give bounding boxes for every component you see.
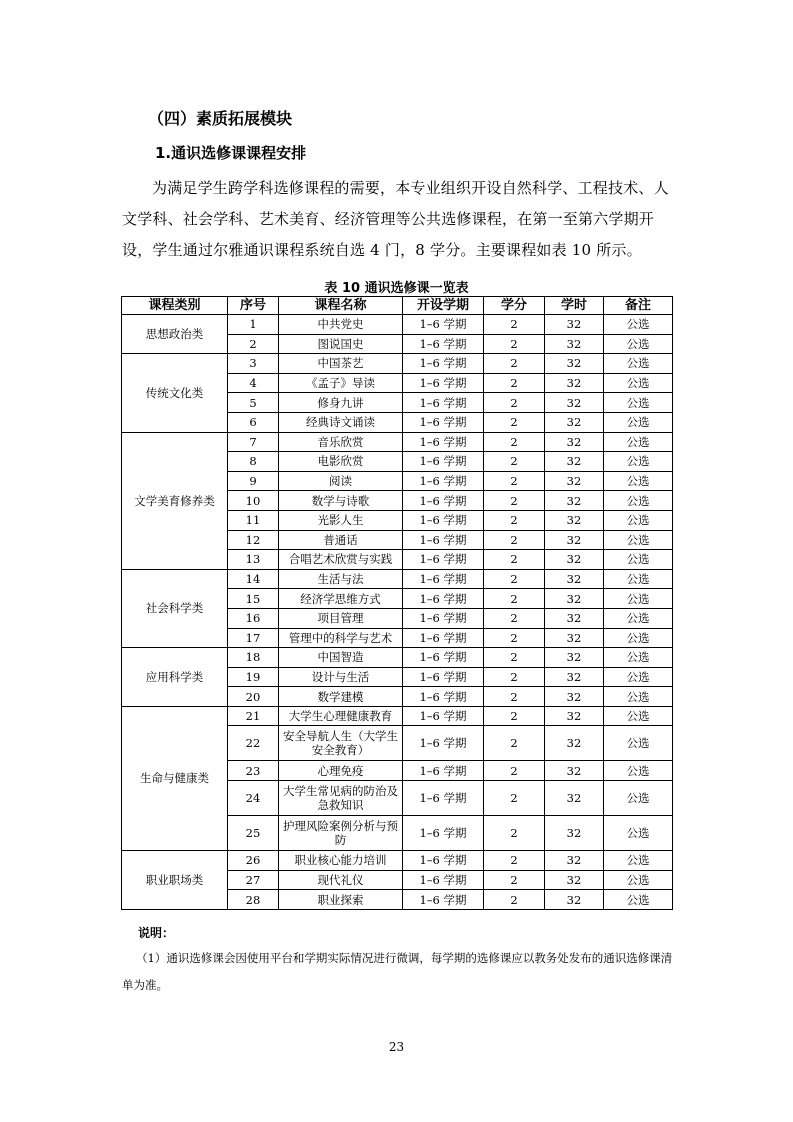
hours-cell: 32 xyxy=(545,569,604,589)
page-number: 23 xyxy=(388,1040,405,1054)
note-cell: 公选 xyxy=(604,412,673,432)
elective-course-table xyxy=(121,296,673,910)
category-cell: 生命与健康类 xyxy=(122,706,228,850)
course-name-cell: 心理免疫 xyxy=(279,761,403,781)
credit-cell: 2 xyxy=(484,761,545,781)
note-cell: 公选 xyxy=(604,761,673,781)
hours-cell: 32 xyxy=(545,550,604,570)
hours-cell: 32 xyxy=(545,334,604,354)
term-cell: 1–6 学期 xyxy=(403,648,484,668)
row-number-cell: 24 xyxy=(228,781,279,816)
term-cell: 1–6 学期 xyxy=(403,608,484,628)
header-number: 序号 xyxy=(228,297,279,315)
course-name-cell: 《孟子》导读 xyxy=(279,373,403,393)
notes-item: （1）通识选修课会因使用平台和学期实际情况进行微调，每学期的选修课应以教务处发布的通识选修课清单为准。 xyxy=(122,951,673,992)
hours-cell: 32 xyxy=(545,412,604,432)
section-heading: （四）素质拓展模块 xyxy=(148,109,293,128)
credit-cell: 2 xyxy=(484,890,545,910)
course-name-cell: 中国茶艺 xyxy=(279,354,403,374)
credit-cell: 2 xyxy=(484,530,545,550)
term-cell: 1–6 学期 xyxy=(403,412,484,432)
note-cell: 公选 xyxy=(604,890,673,910)
category-cell: 社会科学类 xyxy=(122,569,228,647)
note-cell: 公选 xyxy=(604,373,673,393)
hours-cell: 32 xyxy=(545,851,604,871)
row-number-cell: 1 xyxy=(228,315,279,335)
hours-cell: 32 xyxy=(545,471,604,491)
credit-cell: 2 xyxy=(484,471,545,491)
course-name-cell: 电影欣赏 xyxy=(279,452,403,472)
credit-cell: 2 xyxy=(484,510,545,530)
credit-cell: 2 xyxy=(484,569,545,589)
note-cell: 公选 xyxy=(604,569,673,589)
course-name-cell: 大学生常见病的防治及急救知识 xyxy=(279,781,403,816)
credit-cell: 2 xyxy=(484,687,545,707)
course-name-cell: 数学建模 xyxy=(279,687,403,707)
header-note: 备注 xyxy=(604,297,673,315)
category-cell: 思想政治类 xyxy=(122,315,228,354)
row-number-cell: 17 xyxy=(228,628,279,648)
credit-cell: 2 xyxy=(484,334,545,354)
term-cell: 1–6 学期 xyxy=(403,393,484,413)
term-cell: 1–6 学期 xyxy=(403,890,484,910)
course-name-cell: 项目管理 xyxy=(279,608,403,628)
row-number-cell: 19 xyxy=(228,667,279,687)
row-number-cell: 15 xyxy=(228,589,279,609)
course-name-cell: 光影人生 xyxy=(279,510,403,530)
hours-cell: 32 xyxy=(545,761,604,781)
term-cell: 1–6 学期 xyxy=(403,569,484,589)
term-cell: 1–6 学期 xyxy=(403,687,484,707)
row-number-cell: 27 xyxy=(228,870,279,890)
course-name-cell: 护理风险案例分析与预防 xyxy=(279,816,403,851)
table-body xyxy=(122,315,673,910)
term-cell: 1–6 学期 xyxy=(403,471,484,491)
course-name-cell: 普通话 xyxy=(279,530,403,550)
hours-cell: 32 xyxy=(545,890,604,910)
header-credit: 学分 xyxy=(484,297,545,315)
term-cell: 1–6 学期 xyxy=(403,667,484,687)
course-name-cell: 现代礼仪 xyxy=(279,870,403,890)
table-row xyxy=(122,648,673,668)
hours-cell: 32 xyxy=(545,816,604,851)
row-number-cell: 11 xyxy=(228,510,279,530)
header-hours: 学时 xyxy=(545,297,604,315)
term-cell: 1–6 学期 xyxy=(403,452,484,472)
row-number-cell: 3 xyxy=(228,354,279,374)
term-cell: 1–6 学期 xyxy=(403,851,484,871)
term-cell: 1–6 学期 xyxy=(403,628,484,648)
row-number-cell: 21 xyxy=(228,706,279,726)
term-cell: 1–6 学期 xyxy=(403,816,484,851)
course-name-cell: 修身九讲 xyxy=(279,393,403,413)
credit-cell: 2 xyxy=(484,589,545,609)
credit-cell: 2 xyxy=(484,550,545,570)
note-cell: 公选 xyxy=(604,648,673,668)
credit-cell: 2 xyxy=(484,432,545,452)
term-cell: 1–6 学期 xyxy=(403,530,484,550)
table-row xyxy=(122,706,673,726)
note-cell: 公选 xyxy=(604,726,673,761)
row-number-cell: 16 xyxy=(228,608,279,628)
credit-cell: 2 xyxy=(484,315,545,335)
term-cell: 1–6 学期 xyxy=(403,373,484,393)
table-row xyxy=(122,569,673,589)
table-row xyxy=(122,354,673,374)
course-name-cell: 职业探索 xyxy=(279,890,403,910)
course-name-cell: 经典诗文诵读 xyxy=(279,412,403,432)
course-name-cell: 管理中的科学与艺术 xyxy=(279,628,403,648)
credit-cell: 2 xyxy=(484,452,545,472)
row-number-cell: 28 xyxy=(228,890,279,910)
note-cell: 公选 xyxy=(604,334,673,354)
credit-cell: 2 xyxy=(484,393,545,413)
note-cell: 公选 xyxy=(604,870,673,890)
hours-cell: 32 xyxy=(545,452,604,472)
term-cell: 1–6 学期 xyxy=(403,761,484,781)
note-cell: 公选 xyxy=(604,706,673,726)
term-cell: 1–6 学期 xyxy=(403,432,484,452)
course-name-cell: 图说国史 xyxy=(279,334,403,354)
hours-cell: 32 xyxy=(545,315,604,335)
credit-cell: 2 xyxy=(484,816,545,851)
table-caption: 表 10 通识选修课一览表 xyxy=(324,281,469,296)
course-name-cell: 经济学思维方式 xyxy=(279,589,403,609)
table-row xyxy=(122,851,673,871)
course-name-cell: 生活与法 xyxy=(279,569,403,589)
course-name-cell: 大学生心理健康教育 xyxy=(279,706,403,726)
credit-cell: 2 xyxy=(484,628,545,648)
note-cell: 公选 xyxy=(604,432,673,452)
credit-cell: 2 xyxy=(484,354,545,374)
course-name-cell: 职业核心能力培训 xyxy=(279,851,403,871)
notes-title: 说明： xyxy=(138,926,175,940)
course-name-cell: 阅读 xyxy=(279,471,403,491)
row-number-cell: 25 xyxy=(228,816,279,851)
term-cell: 1–6 学期 xyxy=(403,870,484,890)
hours-cell: 32 xyxy=(545,687,604,707)
header-course-name: 课程名称 xyxy=(279,297,403,315)
credit-cell: 2 xyxy=(484,870,545,890)
row-number-cell: 26 xyxy=(228,851,279,871)
category-cell: 传统文化类 xyxy=(122,354,228,432)
note-cell: 公选 xyxy=(604,608,673,628)
hours-cell: 32 xyxy=(545,628,604,648)
hours-cell: 32 xyxy=(545,354,604,374)
row-number-cell: 8 xyxy=(228,452,279,472)
hours-cell: 32 xyxy=(545,491,604,511)
subsection-heading: 1.通识选修课课程安排 xyxy=(155,144,307,162)
hours-cell: 32 xyxy=(545,667,604,687)
note-cell: 公选 xyxy=(604,667,673,687)
hours-cell: 32 xyxy=(545,781,604,816)
credit-cell: 2 xyxy=(484,726,545,761)
credit-cell: 2 xyxy=(484,706,545,726)
note-cell: 公选 xyxy=(604,393,673,413)
term-cell: 1–6 学期 xyxy=(403,781,484,816)
hours-cell: 32 xyxy=(545,510,604,530)
course-name-cell: 音乐欣赏 xyxy=(279,432,403,452)
term-cell: 1–6 学期 xyxy=(403,589,484,609)
term-cell: 1–6 学期 xyxy=(403,550,484,570)
row-number-cell: 22 xyxy=(228,726,279,761)
row-number-cell: 18 xyxy=(228,648,279,668)
term-cell: 1–6 学期 xyxy=(403,491,484,511)
note-cell: 公选 xyxy=(604,550,673,570)
term-cell: 1–6 学期 xyxy=(403,510,484,530)
hours-cell: 32 xyxy=(545,726,604,761)
course-name-cell: 设计与生活 xyxy=(279,667,403,687)
credit-cell: 2 xyxy=(484,667,545,687)
note-cell: 公选 xyxy=(604,628,673,648)
row-number-cell: 4 xyxy=(228,373,279,393)
note-cell: 公选 xyxy=(604,315,673,335)
table-header-row xyxy=(122,297,673,315)
header-term: 开设学期 xyxy=(403,297,484,315)
credit-cell: 2 xyxy=(484,373,545,393)
note-cell: 公选 xyxy=(604,530,673,550)
note-cell: 公选 xyxy=(604,851,673,871)
hours-cell: 32 xyxy=(545,870,604,890)
note-cell: 公选 xyxy=(604,491,673,511)
course-name-cell: 中国智造 xyxy=(279,648,403,668)
hours-cell: 32 xyxy=(545,608,604,628)
hours-cell: 32 xyxy=(545,373,604,393)
course-name-cell: 中共党史 xyxy=(279,315,403,335)
course-name-cell: 合唱艺术欣赏与实践 xyxy=(279,550,403,570)
note-cell: 公选 xyxy=(604,589,673,609)
table-row xyxy=(122,315,673,335)
row-number-cell: 9 xyxy=(228,471,279,491)
note-cell: 公选 xyxy=(604,452,673,472)
credit-cell: 2 xyxy=(484,648,545,668)
header-category: 课程类别 xyxy=(122,297,228,315)
row-number-cell: 13 xyxy=(228,550,279,570)
note-cell: 公选 xyxy=(604,816,673,851)
row-number-cell: 23 xyxy=(228,761,279,781)
note-cell: 公选 xyxy=(604,687,673,707)
row-number-cell: 10 xyxy=(228,491,279,511)
hours-cell: 32 xyxy=(545,706,604,726)
hours-cell: 32 xyxy=(545,432,604,452)
course-name-cell: 数学与诗歌 xyxy=(279,491,403,511)
credit-cell: 2 xyxy=(484,781,545,816)
term-cell: 1–6 学期 xyxy=(403,334,484,354)
hours-cell: 32 xyxy=(545,648,604,668)
term-cell: 1–6 学期 xyxy=(403,726,484,761)
credit-cell: 2 xyxy=(484,851,545,871)
table-row xyxy=(122,432,673,452)
term-cell: 1–6 学期 xyxy=(403,706,484,726)
term-cell: 1–6 学期 xyxy=(403,315,484,335)
credit-cell: 2 xyxy=(484,412,545,432)
category-cell: 应用科学类 xyxy=(122,648,228,707)
note-cell: 公选 xyxy=(604,510,673,530)
hours-cell: 32 xyxy=(545,530,604,550)
row-number-cell: 14 xyxy=(228,569,279,589)
credit-cell: 2 xyxy=(484,608,545,628)
category-cell: 文学美育修养类 xyxy=(122,432,228,569)
course-name-cell: 安全导航人生（大学生安全教育） xyxy=(279,726,403,761)
row-number-cell: 12 xyxy=(228,530,279,550)
row-number-cell: 5 xyxy=(228,393,279,413)
hours-cell: 32 xyxy=(545,589,604,609)
note-cell: 公选 xyxy=(604,471,673,491)
row-number-cell: 7 xyxy=(228,432,279,452)
category-cell: 职业职场类 xyxy=(122,851,228,910)
row-number-cell: 2 xyxy=(228,334,279,354)
note-cell: 公选 xyxy=(604,354,673,374)
credit-cell: 2 xyxy=(484,491,545,511)
hours-cell: 32 xyxy=(545,393,604,413)
note-cell: 公选 xyxy=(604,781,673,816)
row-number-cell: 20 xyxy=(228,687,279,707)
row-number-cell: 6 xyxy=(228,412,279,432)
intro-paragraph: 为满足学生跨学科选修课程的需要，本专业组织开设自然科学、工程技术、人文学科、社会学科、艺术美育、经济管理等公共选修课程，在第一至第六学期开设，学生通过尔雅通识课程系统自选 4 门，8 学分。主要课程如表 10 所示。 xyxy=(122,179,669,259)
term-cell: 1–6 学期 xyxy=(403,354,484,374)
